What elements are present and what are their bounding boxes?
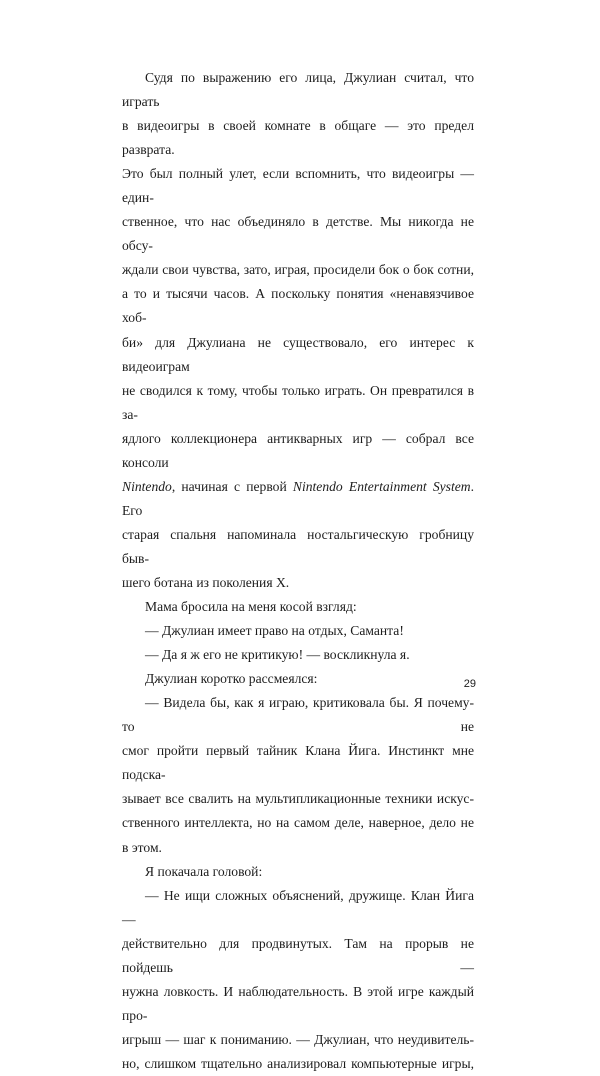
text-line: шего ботана из поколения X. [122,574,290,590]
body-text [122,66,474,1076]
paragraph-dialogue [122,884,474,1076]
text-line: Судя по выражению его лица, Джулиан считал, что играть [122,70,474,110]
italic-title: Nintendo [122,478,172,494]
text-line-italic-mixed: Nintendo, начиная с первой Nintendo Entertainment System. Его [122,478,474,518]
text-line: в видеоигры в своей комнате в общаге — это предел разврата. [122,118,474,158]
text-line: игрыш — шаг к пониманию. — Джулиан, что неудивитель- [122,1031,474,1047]
text-line: нужна ловкость. И наблюдательность. В этой игре каждый про- [122,983,474,1023]
paragraph [122,667,474,691]
text-line: — Джулиан имеет право на отдых, Саманта! [145,623,404,639]
text-line: но, слишком тщательно анализировал компьютерные игры, [122,1055,474,1071]
text-line: ственное, что нас объединяло в детстве. Мы никогда не обсу- [122,214,474,254]
paragraph-dialogue [122,643,474,667]
paragraph-dialogue [122,691,474,859]
text-line: Я покачала головой: [145,863,263,879]
text-line: смог пройти первый тайник Клана Йига. Инстинкт мне подска- [122,743,474,783]
text-line: старая спальня напоминала ностальгическую гробницу быв- [122,526,474,566]
text-line: Джулиан коротко рассмеялся: [145,671,318,687]
paragraph [122,860,474,884]
text-line: зывает все свалить на мультипликационные техники искус- [122,791,474,807]
paragraph [122,66,474,595]
text-line: не сводился к тому, чтобы только играть. Он превратился в за- [122,382,474,422]
text-line: Это был полный улет, если вспомнить, что видеоигры — един- [122,166,474,206]
text-line: ждали свои чувства, зато, играя, просидели бок о бок сотни, [122,262,474,278]
text-line: — Да я ж его не критикую! — воскликнула я. [145,647,410,663]
text-line: — Не ищи сложных объяснений, дружище. Клан Йига — [122,887,474,927]
text-line: ственного интеллекта, но на самом деле, наверное, дело не [122,815,474,831]
text-line: действительно для продвинутых. Там на прорыв не пойдешь — [122,935,474,975]
text-line: а то и тысячи часов. А поскольку понятия «ненавязчивое хоб- [122,286,474,326]
paragraph [122,595,474,619]
text-line: в этом. [122,839,162,855]
italic-title: Nintendo Entertainment System [292,478,471,494]
text-line: Мама бросила на меня косой взгляд: [145,599,357,615]
text-line: — Видела бы, как я играю, критиковала бы. Я почему-то не [122,695,474,735]
page-number: 29 [463,678,476,690]
text-line: ядлого коллекционера антикварных игр — собрал все консоли [122,430,474,470]
text-line: би» для Джулиана не существовало, его интерес к видеоиграм [122,334,474,374]
paragraph-dialogue [122,619,474,643]
